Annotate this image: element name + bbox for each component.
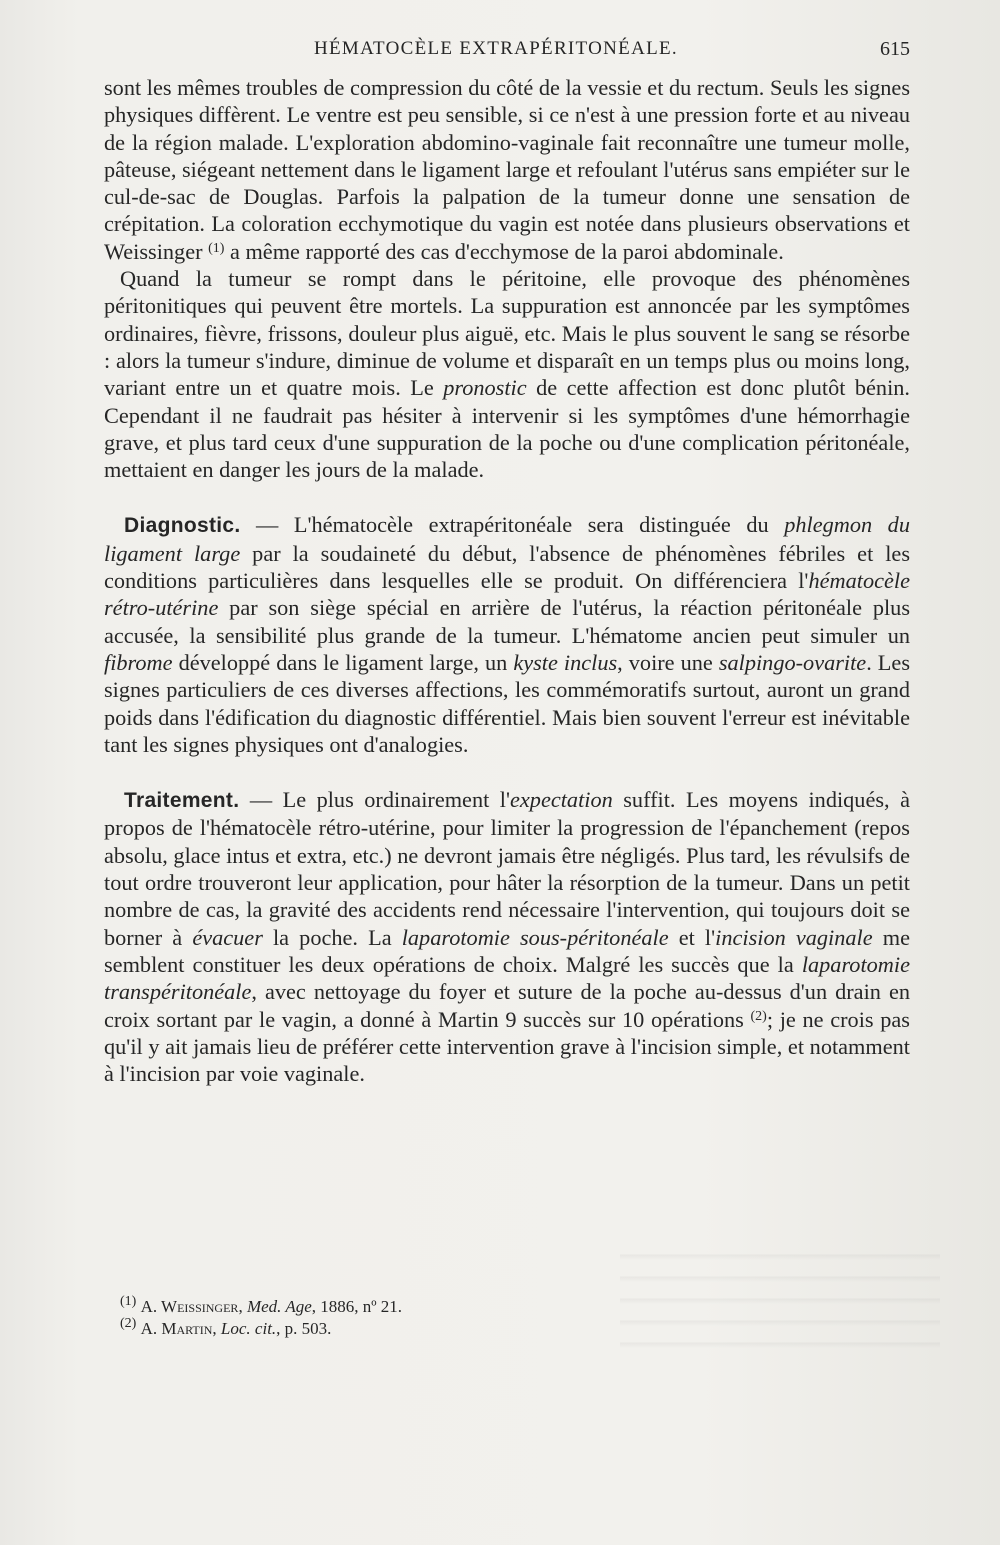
- paragraph-text: . Les signes particuliers de ces diverses affections, les commémoratifs surtout, auront un grand poids dans l'édification du diagnostic différentiel. Mais bien souvent l'erreur est inévitable tant les signes physiques ont d'analogies.: [104, 649, 910, 757]
- footnote-ref-2: (2): [750, 1008, 767, 1024]
- paragraph-text: et l': [668, 924, 716, 950]
- paragraph-text: par son siège spécial en arrière de l'utérus, la réaction péritonéale plus accusée, la sensibilité plus grande de la tumeur. L'hématome ancien peut simuler un: [104, 595, 910, 648]
- paragraph-text: suffit. Les moyens indiqués, à propos de l'hématocèle rétro-utérine, pour limiter la progression de l'épanchement (repos absolu, glace intus et extra, etc.) ne devront jamais être négligés. Plus tard, les révulsifs de tout ordre trouveront leur application, pour hâter la résorption de la tumeur. Dans un petit nombre de cas, la gravité des accidents rend nécessaire l'intervention, qui toujours doit se borner à: [104, 787, 910, 950]
- emphasis-text: évacuer: [192, 924, 263, 950]
- emphasis-text: hématocèle rétro-utérine: [104, 568, 910, 621]
- paragraph-text: la poche. La: [262, 924, 402, 950]
- paragraph-text: , avec nettoyage du foyer et suture de la poche au-dessus d'un drain en croix sortant par le vagin, a donné à Martin 9 succès sur 10 opérations: [104, 979, 910, 1032]
- footnote: $^{(2)}$ A. Martin, Loc. cit., p. 503.: [120, 1316, 332, 1338]
- emphasis-text: incision vaginale: [715, 924, 873, 950]
- paragraph-prognosis: [104, 265, 910, 483]
- paragraph-text: ; je ne crois pas qu'il y ait jamais lieu de préférer cette intervention grave à l'incision simple, et notamment à l'incision par voie vaginale.: [104, 1006, 910, 1087]
- section-gap: [104, 483, 910, 511]
- footnote-detail: , 1886, nº 21.: [311, 1297, 403, 1316]
- body-text: [104, 74, 910, 1087]
- section-gap: [104, 758, 910, 786]
- paragraph-text: par la soudaineté du début, l'absence de phénomènes fébriles et les conditions particulières dans lesquelles elle se produit. On différenciera l': [104, 540, 910, 594]
- page-header: [104, 38, 910, 78]
- paragraph-text: — Le plus ordinairement l': [239, 787, 510, 813]
- emphasis-text: kyste inclus: [513, 649, 618, 675]
- footnote-author: A. Martin: [140, 1319, 213, 1338]
- footnote-author: A. Weissinger: [140, 1297, 239, 1316]
- footnote-mark: (1): [120, 1294, 137, 1309]
- footnote-ref-1: (1): [208, 240, 225, 256]
- paragraph-text: a même rapporté des cas d'ecchymose de la paroi abdominale.: [224, 238, 784, 264]
- emphasis-text: fibrome: [104, 649, 173, 675]
- emphasis-text: expectation: [510, 787, 613, 813]
- paragraph-text: sont les mêmes troubles de compression du côté de la vessie et du rectum. Seuls les signes physiques diffèrent. Le ventre est peu sensible, si ce n'est à une pression forte et au niveau de la région malade. L'exploration abdomino-vaginale fait reconnaître une tumeur molle, pâteuse, siégeant nettement dans le ligament large et refoulant l'utérus sans empiéter sur le cul-de-sac de Douglas. Parfois la palpation de la tumeur donne une sensation de crépitation. La coloration ecchymotique du vagin est notée dans plusieurs observations et Weissinger: [104, 75, 911, 264]
- paragraph-text: Quand la tumeur se rompt dans le péritoine, elle provoque des phénomènes péritonitiques qui peuvent être mortels. La suppuration est annoncée par les symptômes ordinaires, fièvre, frissons, douleur plus aiguë, etc. Mais le plus souvent le sang se résorbe : alors la tumeur s'indure, diminue de volume et disparaît en un temps plus ou moins long, variant entre un et quatre mois. Le: [104, 266, 910, 401]
- emphasis-text: phlegmon du ligament large: [104, 512, 910, 566]
- emphasis-text: salpingo-ovarite: [718, 649, 867, 675]
- paragraph-diagnostic: [104, 511, 910, 758]
- section-heading-diagnostic: Diagnostic.: [124, 514, 241, 538]
- paragraph-text: me semblent constituer les deux opérations de choix. Malgré les succès que la: [104, 924, 910, 977]
- emphasis-text: laparotomie transpéritonéale: [104, 951, 910, 1005]
- footnotes: [120, 1296, 820, 1340]
- section-heading-treatment: Traitement.: [124, 789, 240, 813]
- emphasis-text: laparotomie sous-péritonéale: [401, 924, 669, 950]
- running-title: HÉMATOCÈLE EXTRAPÉRITONÉALE.: [314, 38, 678, 59]
- paragraph-text: , voire une: [617, 649, 719, 675]
- emphasis-text: pronostic: [443, 375, 527, 401]
- paragraph-text: de cette affection est donc plutôt bénin. Cependant il ne faudrait pas hésiter à intervenir si les symptômes d'une hémorrhagie grave, et plus tard ceux d'une suppuration de la poche ou d'une complication péritonéale, mettaient en danger les jours de la malade.: [104, 375, 910, 483]
- paragraph-symptoms: [104, 74, 910, 265]
- paragraph-text: développé dans le ligament large, un: [172, 649, 514, 675]
- paragraph-text: — L'hématocèle extrapéritonéale sera distinguée du: [240, 512, 785, 538]
- footnote-source: Med. Age: [246, 1297, 312, 1316]
- page-number: 615: [880, 38, 910, 60]
- footnote-detail: , p. 503.: [276, 1319, 332, 1338]
- footnote-source: Loc. cit.: [220, 1319, 277, 1338]
- footnote-mark: (2): [120, 1316, 137, 1331]
- footnote: $^{(1)}$ A. Weissinger, Med. Age, 1886, nº 21.: [120, 1294, 403, 1316]
- paragraph-treatment: [104, 786, 910, 1087]
